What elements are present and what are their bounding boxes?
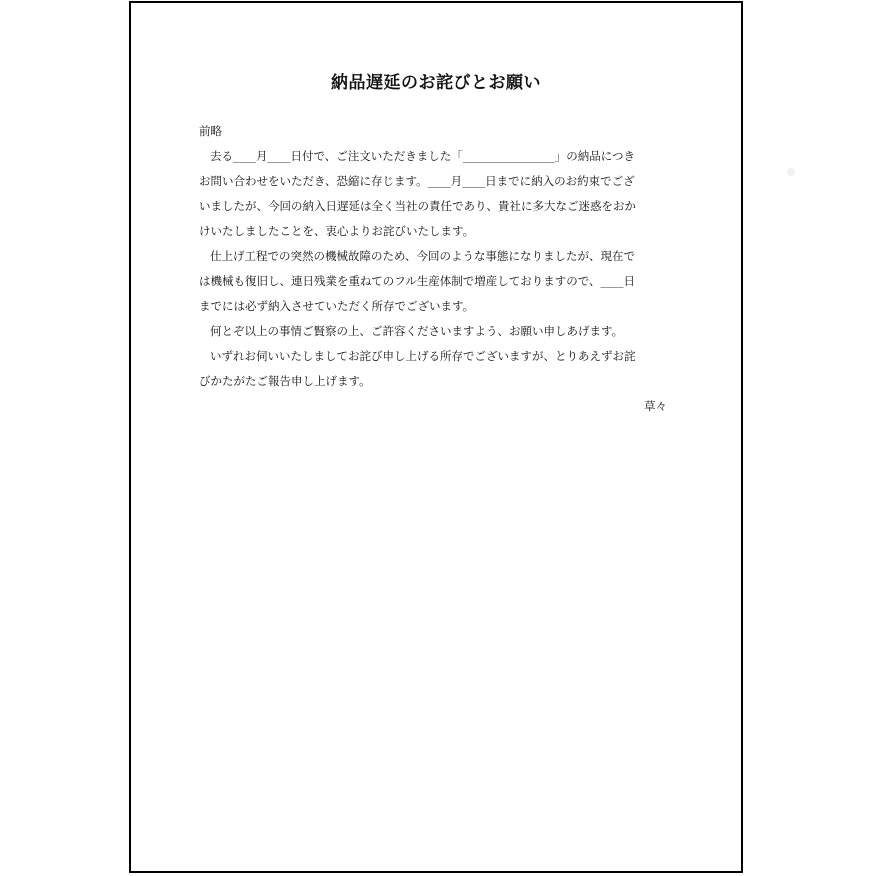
closing: 草々 [644,399,667,413]
body-line-6: は機械も復旧し、連日残業を重ねてのフル生産体制で増産しておりますので、____日 [199,274,636,288]
body-line-10: びかたがたご報告申し上げます。 [199,374,371,388]
body-line-4: けいたしましたことを、衷心よりお詫びいたします。 [199,224,475,238]
body-line-2: お問い合わせをいただき、恐縮に存じます。____月____日までに納入のお約束でござ [199,174,635,188]
salutation: 前略 [199,124,222,138]
body-line-7: までには必ず納入させていただく所存でございます。 [199,299,475,313]
body-line-9: いずれお伺いいたしましてお詫び申し上げる所存でございますが、とりあえずお詫 [210,349,636,363]
body-line-5: 仕上げ工程での突然の機械故障のため、今回のような事態になりましたが、現在で [210,249,636,263]
document-page [129,1,743,873]
body-line-1: 去る____月____日付で、ご注文いただきました「________________」の納品につき [210,149,636,163]
scan-speck [787,168,795,176]
letter-body [199,119,677,419]
body-line-3: いましたが、今回の納入日遅延は全く当社の責任であり、貴社に多大なご迷惑をおか [199,199,636,213]
document-title: 納品遅延のお詫びとお願い [331,73,541,93]
body-line-8: 何とぞ以上の事情ご賢察の上、ご許容くださいますよう、お願い申しあげます。 [210,324,624,338]
